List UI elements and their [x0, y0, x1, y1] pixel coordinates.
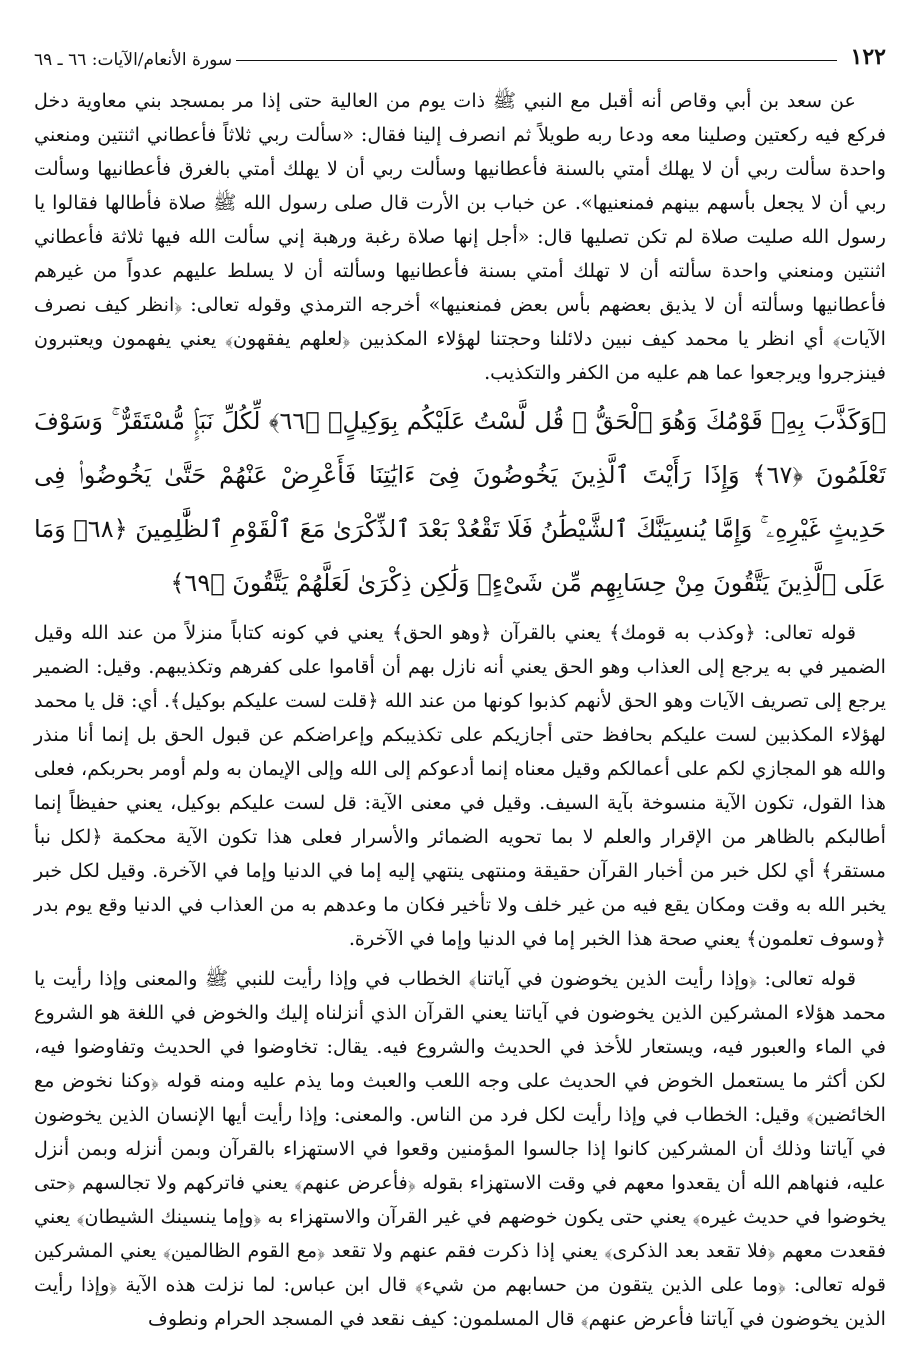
- commentary-paragraph-2: قوله تعالى: ﴿وكذب به قومك﴾ يعني بالقرآن ﴿وهو الحق﴾ يعني في كونه كتاباً منزلاً من عند الله وقيل الضمير في به يرجع إلى العذاب وهو الحق يعني أنه نازل بهم أن أقاموا على كفرهم وتكذيبهم. وقيل: الضمير يرجع إلى تصريف الآيات وهو الحق لأنهم كذبوا كونها من عند الله ﴿قلت لست عليكم بوكيل﴾. أي: قل يا محمد لهؤلاء المكذبين لست عليكم بحافظ حتى أجازيكم على تكذيبكم وإعراضكم عن قبول الحق بل إنما أنا منذر والله هو المجازي لكم على أعمالكم وقيل معناه إنما أدعوكم إلى الله وإلى الإيمان به ولم أومر بحربكم، فعلى هذا القول، تكون الآية منسوخة بآية السيف. وقيل في معنى الآية: قل لست عليكم بوكيل، يعني حفيظاً إنما أطالبكم بالظاهر من الإقرار والعلم لا بما تحويه الضمائر والأسرار فعلى هذا تكون الآية محكمة ﴿لكل نبأ مستقر﴾ أي لكل خبر من أخبار القرآن حقيقة ومنتهى ينتهي إليه إما في الدنيا وإما في الآخرة. وقيل لكل خبر يخبر الله به وقت ومكان يقع فيه من غير خلف ولا تأخير فكان ما وعدهم به من العذاب في الدنيا وقع يوم بدر ﴿وسوف تعلمون﴾ يعني صحة هذا الخبر إما في الدنيا وإما في الآخرة.: [34, 621, 886, 950]
- quran-verses: ﴿وَكَذَّبَ بِهِۦ قَوْمُكَ وَهُوَ ٱلْحَقُّ ۚ قُل لَّسْتُ عَلَيْكُم بِوَكِيلٍۢ ﴿٦٦﴾ لِّكُلِّ نَبَإٍۢ مُّسْتَقَرٌّ ۚ وَسَوْفَ تَعْلَمُونَ ﴿٦٧﴾ وَإِذَا رَأَيْتَ ٱلَّذِينَ يَخُوضُونَ فِىٓ ءَايَٰتِنَا فَأَعْرِضْ عَنْهُمْ حَتَّىٰ يَخُوضُوا۟ فِى حَدِيثٍ غَيْرِهِۦ ۚ وَإِمَّا يُنسِيَنَّكَ ٱلشَّيْطَٰنُ فَلَا تَقْعُدْ بَعْدَ ٱلذِّكْرَىٰ مَعَ ٱلْقَوْمِ ٱلظَّٰلِمِينَ ﴿٦٨﴾ وَمَا عَلَى ٱلَّذِينَ يَتَّقُونَ مِنْ حِسَابِهِم مِّن شَىْءٍۢ وَلَٰكِن ذِكْرَىٰ لَعَلَّهُمْ يَتَّقُونَ ﴿٦٩﴾: [34, 407, 886, 597]
- running-title: سورة الأنعام/الآيات: ٦٦ ـ ٦٩: [34, 50, 233, 70]
- page-number: ١٢٢: [850, 44, 886, 70]
- commentary-paragraph-1: عن سعد بن أبي وقاص أنه أقبل مع النبي ﷺ ذات يوم من العالية حتى إذا مر بمسجد بني معاوية دخل فركع فيه ركعتين وصلينا معه ودعا ربه طويلاً ثم انصرف إلينا فقال: «سألت ربي ثلاثاً فأعطاني اثنتين ومنعني واحدة سألت ربي أن لا يهلك أمتي بالسنة فأعطانيها وسألت ربي أن لا يهلك أمتي بالغرق فأعطانيها وسألت ربي أن لا يجعل بأسهم بينهم فمنعنيها». عن خباب بن الأرت قال صلى رسول الله ﷺ صلاة فأطالها فقالوا يا رسول الله صليت صلاة لم تكن تصليها قال: «أجل إنها صلاة رغبة ورهبة إني سألت الله فيها ثلاثة فأعطاني اثنتين ومنعني واحدة سألته أن لا تهلك أمتي بسنة فأعطانيها وسألته أن لا يسلط عليهم عدواً من غيرهم فأعطانيها وسألته أن لا يذيق بعضهم بأس بعض فمنعنيها» أخرجه الترمذي وقوله تعالى: ﴿انظر كيف نصرف الآيات﴾ أي انظر يا محمد كيف نبين دلائلنا وحجتنا لهؤلاء المكذبين ﴿لعلهم يفقهون﴾ يعني يفهمون ويعتبرون فينزجروا ويرجعوا عما هم عليه من الكفر والتكذيب.: [34, 89, 886, 384]
- header-rule: [236, 60, 836, 61]
- page-header: [34, 38, 886, 70]
- commentary-paragraph-3: قوله تعالى: ﴿وإذا رأيت الذين يخوضون في آياتنا﴾ الخطاب في وإذا رأيت للنبي ﷺ والمعنى وإذا رأيت يا محمد هؤلاء المشركين الذين يخوضون في آياتنا يعني القرآن الذي أنزلناه إليك والخوض في اللغة هو الشروع في الماء والعبور فيه، ويستعار للأخذ في الحديث والشروع فيه. يقال: تخاوضوا في الحديث وتفاوضوا فيه، لكن أكثر ما يستعمل الخوض في الحديث على وجه اللعب والعبث وما يذم عليه ومنه قوله ﴿وكنا نخوض مع الخائضين﴾ وقيل: الخطاب في وإذا رأيت لكل فرد من الناس. والمعنى: وإذا رأيت أيها الإنسان الذين يخوضون في آياتنا وذلك أن المشركين كانوا إذا جالسوا المؤمنين وقعوا في الاستهزاء بالقرآن وبمن أنزله وبمن أنزل عليه، فنهاهم الله أن يقعدوا معهم في وقت الاستهزاء بقوله ﴿فأعرض عنهم﴾ يعني فاتركهم ولا تجالسهم ﴿حتى يخوضوا في حديث غيره﴾ يعني حتى يكون خوضهم في غير القرآن والاستهزاء به ﴿وإما ينسينك الشيطان﴾ يعني فقعدت معهم ﴿فلا تقعد بعد الذكرى﴾ يعني إذا ذكرت فقم عنهم ولا تقعد ﴿مع القوم الظالمين﴾ يعني المشركين قوله تعالى: ﴿وما على الذين يتقون من حسابهم من شيء﴾ قال ابن عباس: لما نزلت هذه الآية ﴿وإذا رأيت الذين يخوضون في آياتنا فأعرض عنهم﴾ قال المسلمون: كيف نقعد في المسجد الحرام ونطوف: [34, 967, 886, 1330]
- book-page: [34, 38, 886, 1348]
